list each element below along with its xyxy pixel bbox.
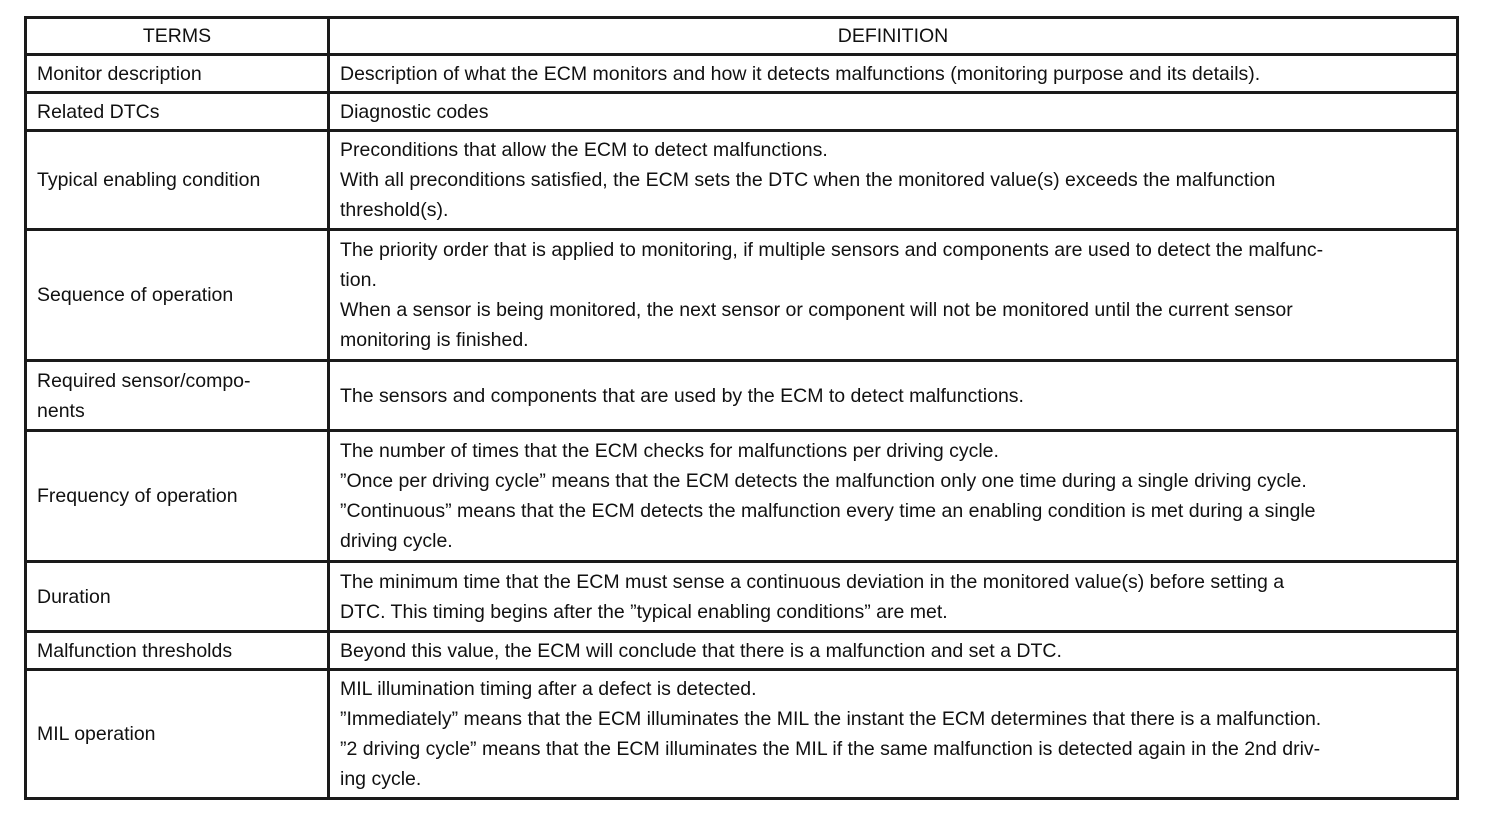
definition-line: ”Once per driving cycle” means that the ECM detects the malfunction only one time during a single driving cycle. [340, 470, 1307, 492]
definition-line: Diagnostic codes [340, 100, 489, 123]
definition-line: When a sensor is being monitored, the next sensor or component will not be monitored until the current sensor [340, 299, 1293, 321]
definition-line: With all preconditions satisfied, the ECM sets the DTC when the monitored value(s) exceeds the malfunction [340, 169, 1276, 191]
definition-cell [329, 632, 1458, 670]
definition-cell [329, 230, 1458, 361]
definition-line: The priority order that is applied to monitoring, if multiple sensors and components are used to detect the malfunc- [340, 239, 1324, 261]
term-text: Monitor description [37, 62, 202, 85]
table-row [26, 670, 1458, 799]
table-row [26, 361, 1458, 431]
term-cell [26, 131, 329, 230]
term-text: Required sensor/compo- [37, 369, 251, 392]
term-text: Sequence of operation [37, 284, 234, 306]
definition-line: ”Continuous” means that the ECM detects the malfunction every time an enabling condition is met during a single [340, 500, 1316, 522]
term-text: MIL operation [37, 723, 156, 745]
definition-line: MIL illumination timing after a defect is detected. [340, 678, 757, 700]
definition-line: threshold(s). [340, 199, 449, 221]
term-cell [26, 431, 329, 562]
term-text: Related DTCs [37, 100, 160, 123]
term-cell [26, 55, 329, 93]
definition-line: tion. [340, 269, 377, 291]
table-row [26, 131, 1458, 230]
table-row [26, 632, 1458, 670]
term-text: Typical enabling condition [37, 169, 261, 191]
table-row [26, 230, 1458, 361]
definition-line: driving cycle. [340, 530, 453, 552]
term-cell [26, 562, 329, 632]
header-terms: TERMS [26, 18, 329, 55]
table-row [26, 93, 1458, 131]
term-cell [26, 361, 329, 431]
definition-line: The number of times that the ECM checks for malfunctions per driving cycle. [340, 440, 999, 462]
term-cell [26, 670, 329, 799]
term-cell [26, 93, 329, 131]
table-row [26, 562, 1458, 632]
definition-line: The minimum time that the ECM must sense a continuous deviation in the monitored value(s) before setting a [340, 570, 1285, 593]
term-cell [26, 230, 329, 361]
definition-line: Beyond this value, the ECM will conclude that there is a malfunction and set a DTC. [340, 639, 1062, 662]
definition-cell [329, 670, 1458, 799]
header-definition: DEFINITION [329, 18, 1458, 55]
definition-line: The sensors and components that are used by the ECM to detect malfunctions. [340, 384, 1024, 407]
definition-line: Description of what the ECM monitors and how it detects malfunctions (monitoring purpose and its details). [340, 62, 1261, 85]
header-row [26, 18, 1458, 55]
definition-cell [329, 361, 1458, 431]
definition-line: DTC. This timing begins after the ”typical enabling conditions” are met. [340, 600, 948, 623]
term-text: Malfunction thresholds [37, 639, 233, 662]
table-row [26, 431, 1458, 562]
definition-cell [329, 431, 1458, 562]
definition-line: ”2 driving cycle” means that the ECM illuminates the MIL if the same malfunction is detected again in the 2nd driv- [340, 738, 1321, 760]
term-cell [26, 632, 329, 670]
table-row [26, 55, 1458, 93]
terms-definition-table [24, 16, 1459, 800]
definition-cell [329, 55, 1458, 93]
definition-cell [329, 562, 1458, 632]
definition-cell [329, 131, 1458, 230]
definition-line: Preconditions that allow the ECM to detect malfunctions. [340, 139, 828, 161]
definition-line: ”Immediately” means that the ECM illuminates the MIL the instant the ECM determines that there is a malfunction. [340, 708, 1322, 730]
definition-line: ing cycle. [340, 768, 422, 790]
definition-line: monitoring is finished. [340, 329, 529, 351]
term-text: nents [37, 399, 85, 422]
definition-cell [329, 93, 1458, 131]
term-text: Duration [37, 585, 111, 608]
term-text: Frequency of operation [37, 485, 238, 507]
